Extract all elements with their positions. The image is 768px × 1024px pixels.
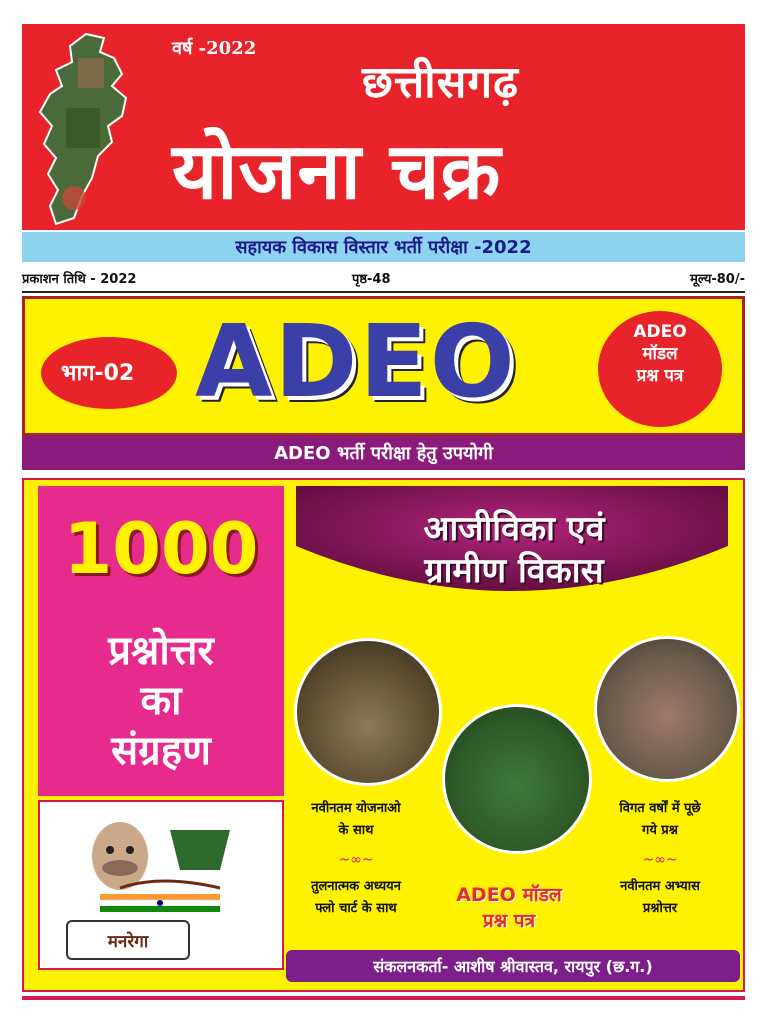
women-group-photo xyxy=(442,704,592,854)
ornament-divider: ~∞~ xyxy=(642,852,678,868)
model-caption-line1: ADEO मॉडल xyxy=(456,884,562,906)
mnrega-label: मनरेगा xyxy=(66,920,190,960)
feature-line: के साथ xyxy=(338,823,374,838)
question-count-panel xyxy=(38,486,284,796)
topic-title xyxy=(324,508,704,592)
title-line1: छत्तीसगढ़ xyxy=(362,57,519,108)
feature-comparative-study xyxy=(286,876,426,920)
feature-latest-schemes xyxy=(286,798,426,842)
model-paper-badge xyxy=(605,321,715,387)
question-count: 1000 xyxy=(63,508,259,590)
part-label: भाग-02 xyxy=(61,361,135,386)
content-panel xyxy=(22,478,745,992)
year-label: वर्ष -2022 xyxy=(172,38,257,59)
ornament-divider: ~∞~ xyxy=(338,852,374,868)
topic-line2: ग्रामीण विकास xyxy=(424,551,604,591)
model-caption-line2: प्रश्न पत्र xyxy=(482,910,536,932)
model-line2: मॉडल xyxy=(642,344,678,364)
feature-practice-questions xyxy=(590,876,730,920)
bottom-rule xyxy=(22,996,745,1000)
exam-title-bar: सहायक विकास विस्तार भर्ती परीक्षा -2022 xyxy=(22,232,745,262)
feature-line: नवीनतम अभ्यास xyxy=(620,879,700,894)
feature-line: तुलनात्मक अध्ययन xyxy=(311,879,401,894)
adeo-title: ADEO xyxy=(195,303,517,420)
page-count: पृष्ठ-48 xyxy=(352,272,391,287)
author-bar: संकलनकर्ता- आशीष श्रीवास्तव, रायपुर (छ.ग.) xyxy=(286,950,740,982)
chhattisgarh-map-image xyxy=(26,28,156,226)
feature-line: गये प्रश्न xyxy=(642,823,678,838)
price: मूल्य-80/- xyxy=(690,272,745,287)
usefulness-strip: ADEO भर्ती परीक्षा हेतु उपयोगी xyxy=(22,436,745,470)
feature-line: विगत वर्षों में पूछे xyxy=(619,801,701,816)
masthead xyxy=(22,24,745,230)
feature-line: प्रश्नोत्तर xyxy=(642,901,678,916)
count-label-line1: प्रश्नोत्तर xyxy=(108,628,214,674)
title-line2: योजना चक्र xyxy=(172,127,502,217)
mnrega-logo-image xyxy=(60,810,260,930)
publish-date: प्रकाशन तिथि - 2022 xyxy=(22,272,137,287)
question-count-label xyxy=(38,626,284,776)
topic-line1: आजीविका एवं xyxy=(423,509,605,549)
feature-previous-questions xyxy=(590,798,730,842)
count-label-line2: का xyxy=(140,678,182,724)
feature-line: फ्लो चार्ट के साथ xyxy=(315,901,397,916)
count-label-line3: संग्रहण xyxy=(111,728,211,774)
model-line3: प्रश्न पत्र xyxy=(636,366,684,386)
model-paper-caption xyxy=(428,882,590,934)
divider xyxy=(22,291,745,293)
info-line xyxy=(22,264,745,290)
village-people-photo xyxy=(294,638,442,786)
field-work-photo xyxy=(594,636,740,782)
feature-line: नवीनतम योजनाओ xyxy=(311,801,401,816)
model-line1: ADEO xyxy=(633,322,687,342)
mnrega-logo-box xyxy=(38,800,284,970)
adeo-banner xyxy=(22,296,745,436)
